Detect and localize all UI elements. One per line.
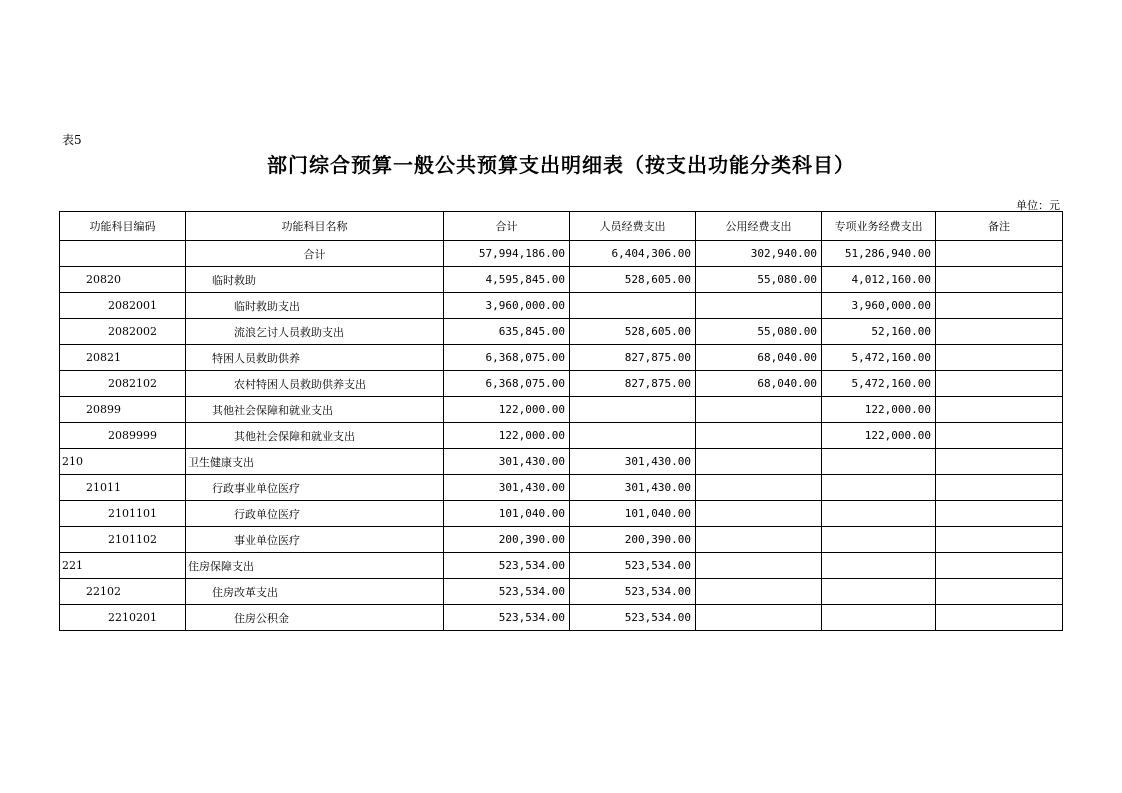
note-cell [936,397,1063,423]
code-cell: 2089999 [60,423,186,449]
personnel-cell: 528,605.00 [570,319,696,345]
code-cell: 20899 [60,397,186,423]
note-cell [936,345,1063,371]
personnel-cell: 101,040.00 [570,501,696,527]
code-cell: 20821 [60,345,186,371]
public-cell: 55,080.00 [696,319,822,345]
personnel-cell: 827,875.00 [570,345,696,371]
total-cell: 6,368,075.00 [444,371,570,397]
personnel-cell [570,423,696,449]
table-row [60,345,1063,371]
table-row [60,475,1063,501]
total-cell: 122,000.00 [444,423,570,449]
name-cell: 临时救助支出 [186,293,444,319]
table-number-label: 表5 [62,133,82,147]
special-cell: 4,012,160.00 [822,267,936,293]
note-cell [936,449,1063,475]
special-cell [822,527,936,553]
personnel-cell: 523,534.00 [570,605,696,631]
column-header-personnel: 人员经费支出 [570,212,696,241]
special-cell [822,449,936,475]
personnel-cell: 827,875.00 [570,371,696,397]
total-cell: 523,534.00 [444,579,570,605]
column-header-public: 公用经费支出 [696,212,822,241]
code-cell: 2101101 [60,501,186,527]
special-cell: 52,160.00 [822,319,936,345]
personnel-cell: 523,534.00 [570,579,696,605]
public-cell [696,501,822,527]
special-cell: 122,000.00 [822,423,936,449]
note-cell [936,293,1063,319]
public-cell: 68,040.00 [696,371,822,397]
note-cell [936,501,1063,527]
special-cell: 5,472,160.00 [822,345,936,371]
total-row-name: 合计 [186,241,444,267]
special-cell [822,475,936,501]
special-cell [822,501,936,527]
public-cell [696,553,822,579]
special-cell [822,579,936,605]
note-cell [936,423,1063,449]
table-row [60,423,1063,449]
header-row [60,212,1063,241]
note-cell [936,371,1063,397]
code-cell: 20820 [60,267,186,293]
special-cell [822,553,936,579]
total-row [60,241,1063,267]
code-cell: 210 [60,449,186,475]
budget-table [59,211,1063,631]
column-header-code: 功能科目编码 [60,212,186,241]
table-row [60,319,1063,345]
total-cell: 4,595,845.00 [444,267,570,293]
personnel-cell [570,293,696,319]
public-cell: 68,040.00 [696,345,822,371]
unit-label: 单位：元 [1016,199,1060,212]
total-row-note [936,241,1063,267]
table-row [60,605,1063,631]
special-cell: 3,960,000.00 [822,293,936,319]
code-cell: 2101102 [60,527,186,553]
personnel-cell: 523,534.00 [570,553,696,579]
table-row [60,371,1063,397]
code-cell: 22102 [60,579,186,605]
table-row [60,553,1063,579]
code-cell: 2082102 [60,371,186,397]
name-cell: 事业单位医疗 [186,527,444,553]
table-row [60,501,1063,527]
name-cell: 行政事业单位医疗 [186,475,444,501]
name-cell: 住房公积金 [186,605,444,631]
table-row [60,449,1063,475]
note-cell [936,553,1063,579]
name-cell: 农村特困人员救助供养支出 [186,371,444,397]
table-row [60,527,1063,553]
name-cell: 行政单位医疗 [186,501,444,527]
personnel-cell: 301,430.00 [570,475,696,501]
total-cell: 301,430.00 [444,449,570,475]
public-cell [696,423,822,449]
table-row [60,267,1063,293]
note-cell [936,475,1063,501]
code-cell: 2082001 [60,293,186,319]
name-cell: 住房改革支出 [186,579,444,605]
total-cell: 301,430.00 [444,475,570,501]
total-cell: 635,845.00 [444,319,570,345]
personnel-cell [570,397,696,423]
table-row [60,579,1063,605]
personnel-cell: 200,390.00 [570,527,696,553]
public-cell [696,449,822,475]
special-cell [822,605,936,631]
public-cell [696,397,822,423]
code-cell: 2082002 [60,319,186,345]
name-cell: 其他社会保障和就业支出 [186,423,444,449]
note-cell [936,527,1063,553]
page-title: 部门综合预算一般公共预算支出明细表（按支出功能分类科目） [267,153,855,177]
column-header-name: 功能科目名称 [186,212,444,241]
name-cell: 住房保障支出 [186,553,444,579]
public-cell [696,293,822,319]
personnel-cell: 301,430.00 [570,449,696,475]
total-cell: 523,534.00 [444,605,570,631]
total-cell: 200,390.00 [444,527,570,553]
special-cell: 5,472,160.00 [822,371,936,397]
public-cell: 55,080.00 [696,267,822,293]
column-header-total: 合计 [444,212,570,241]
code-cell: 2210201 [60,605,186,631]
total-row-code [60,241,186,267]
code-cell: 221 [60,553,186,579]
note-cell [936,605,1063,631]
table-row [60,293,1063,319]
name-cell: 流浪乞讨人员救助支出 [186,319,444,345]
note-cell [936,579,1063,605]
note-cell [936,319,1063,345]
table-row [60,397,1063,423]
total-cell: 523,534.00 [444,553,570,579]
total-row-public: 302,940.00 [696,241,822,267]
name-cell: 临时救助 [186,267,444,293]
total-cell: 101,040.00 [444,501,570,527]
column-header-special: 专项业务经费支出 [822,212,936,241]
public-cell [696,579,822,605]
total-cell: 122,000.00 [444,397,570,423]
code-cell: 21011 [60,475,186,501]
public-cell [696,527,822,553]
total-cell: 6,368,075.00 [444,345,570,371]
total-row-total: 57,994,186.00 [444,241,570,267]
special-cell: 122,000.00 [822,397,936,423]
total-cell: 3,960,000.00 [444,293,570,319]
total-row-personnel: 6,404,306.00 [570,241,696,267]
personnel-cell: 528,605.00 [570,267,696,293]
public-cell [696,605,822,631]
name-cell: 卫生健康支出 [186,449,444,475]
public-cell [696,475,822,501]
name-cell: 其他社会保障和就业支出 [186,397,444,423]
total-row-special: 51,286,940.00 [822,241,936,267]
column-header-note: 备注 [936,212,1063,241]
name-cell: 特困人员救助供养 [186,345,444,371]
note-cell [936,267,1063,293]
